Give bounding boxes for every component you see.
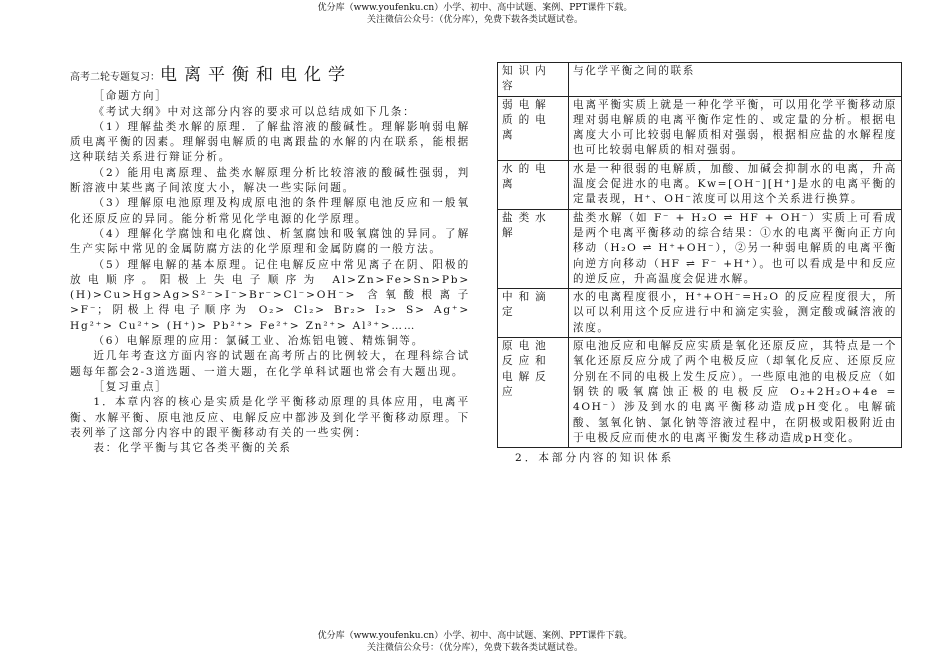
table-row-value: 盐类水解（如 F⁻ + H₂O ⇌ HF + OH⁻）实质上可看成是两个电离平衡移动的综合结果：①水的电离平衡向正方向移动（H₂O ⇌ H⁺+OH⁻），②另一种弱电解质的电离平衡向逆方向移动（HF ⇌ F⁻ +H⁺）。也可以看成是中和反应的逆反应，升高温度会促进水解。 [569,209,902,288]
table-row [498,96,902,160]
table-row-key: 中和滴定 [498,289,569,338]
title-main: 电离平衡和电化学 [160,65,352,85]
equilibrium-relation-table [497,62,902,448]
table-row-key: 原电池反应和电解反应 [498,338,569,448]
intro-paragraph: 《考试大纲》中对这部分内容的要求可以总结成如下几条： [93,105,416,118]
table-row-key: 弱电解质的电离 [498,96,569,160]
table-row [498,289,902,338]
footer-line-1: 优分库（www.youfenku.cn）小学、初中、高中试题、案例、PPT课件下载。 [317,631,633,641]
requirement-item-6: （6）电解原理的应用：氯碱工业、冶炼铝电镀、精炼铜等。 [93,335,425,348]
requirement-item-1: （1）理解盐类水解的原理．了解盐溶液的酸碱性。理解影响弱电解质电离平衡的因素。理解弱电解质的电离跟盐的水解的内在联系，能根据这种联结关系进行辩证分析。 [70,120,470,164]
review-paragraph: 1．本章内容的核心是实质是化学平衡移动原理的具体应用，电离平衡、水解平衡、原电池反应、电解反应中都涉及到化学平衡移动原理。下表列举了这部分内容中的跟平衡移动有关的一些实例： [70,396,470,439]
table-header-row [498,63,902,97]
footer-line-2: 关注微信公众号：（优分库），免费下载各类试题试卷。 [366,643,583,653]
page-header [0,2,950,26]
recent-exams-paragraph: 近几年考查这方面内容的试题在高考所占的比例较大，在理科综合试题每年都会2-3道选题、一道大题，在化学单科试题也常会有大题出现。 [70,350,470,378]
requirement-item-5: （5）理解电解的基本原理。记住电解反应中常见离子在阴、阳极的放电顺序。阳极上失电子顺序为 Al>Zn>Fe>Sn>Pb>(H)>Cu>Hg>Ag>S²⁻>I⁻>Br⁻>Cl⁻>OH⁻> 含氧酸根离子>F⁻；阴极上得电子顺序为 O₂> Cl₂> Br₂> I₂> S> Ag⁺> Hg²⁺> Cu²⁺> (H⁺)> Pb²⁺> Fe²⁺> Zn²⁺> Al³⁺>…… [70,258,470,332]
requirement-item-3: （3）理解原电池原理及构成原电池的条件理解原电池反应和一般氧化还原反应的异同。能分析常见化学电源的化学原理。 [70,197,470,225]
section-heading-review: ［复习重点］ [93,380,168,393]
title-prefix: 高考二轮专题复习： [70,72,160,83]
document-title [70,65,470,85]
table-row [498,338,902,448]
table-row-value: 水的电离程度很小，H⁺+OH⁻=H₂O 的反应程度很大，所以可以利用这个反应进行中和滴定实验，测定酸或碱溶液的浓度。 [569,289,902,338]
table-row [498,160,902,209]
table-header-key: 知识内容 [498,63,569,97]
table-row-value: 电离平衡实质上就是一种化学平衡，可以用化学平衡移动原理对弱电解质的电离平衡作定性的、或定量的分析。根据电离度大小可比较弱电解质相对强弱，根据相应盐的水解程度也可比较弱电解质的相对强弱。 [569,96,902,160]
table-row-key: 水的电离 [498,160,569,209]
requirement-item-4: （4）理解化学腐蚀和电化腐蚀、析氢腐蚀和吸氧腐蚀的异同。了解生产实际中常见的金属防腐方法的化学原理和金属防腐的一般方法。 [70,227,470,256]
header-line-1: 优分库（www.youfenku.cn）小学、初中、高中试题、案例、PPT课件下载。 [317,3,633,13]
left-column [70,65,470,456]
table-row-key: 盐类水解 [498,209,569,288]
right-column [497,62,902,465]
table-caption: 表：化学平衡与其它各类平衡的关系 [93,442,292,455]
page-footer [0,630,950,654]
section-heading-direction: ［命题方向］ [93,90,168,103]
requirement-item-2: （2）能用电离原理、盐类水解原理分析比较溶液的酸碱性强弱，判断溶液中某些离子间浓度大小，解决一些实际问题。 [70,166,470,195]
table-row-value: 原电池反应和电解反应实质是氧化还原反应，其特点是一个氧化还原反应分成了两个电极反应（却氧化反应、还原反应分别在不同的电极上发生反应）。一些原电池的电极反应（如钢铁的吸氧腐蚀正极的电极反应 O₂+2H₂O+4e = 4OH⁻）涉及到水的电离平衡移动造成pH变化。电解硫酸、氢氧化钠、氯化钠等溶液过程中，在阴极或阳极附近由于电极反应而使水的电离平衡发生移动造成pH变化。 [569,338,902,448]
table-header-value: 与化学平衡之间的联系 [569,63,902,97]
table-row [498,209,902,288]
table-row-value: 水是一种很弱的电解质，加酸、加碱会抑制水的电离，升高温度会促进水的电离。Kw=[OH⁻][H⁺]是水的电离平衡的定量表现，H⁺、OH⁻浓度可以用这个关系进行换算。 [569,160,902,209]
knowledge-system-heading: 2．本部分内容的知识体系 [515,452,675,465]
header-line-2: 关注微信公众号：（优分库），免费下载各类试题试卷。 [366,15,583,25]
